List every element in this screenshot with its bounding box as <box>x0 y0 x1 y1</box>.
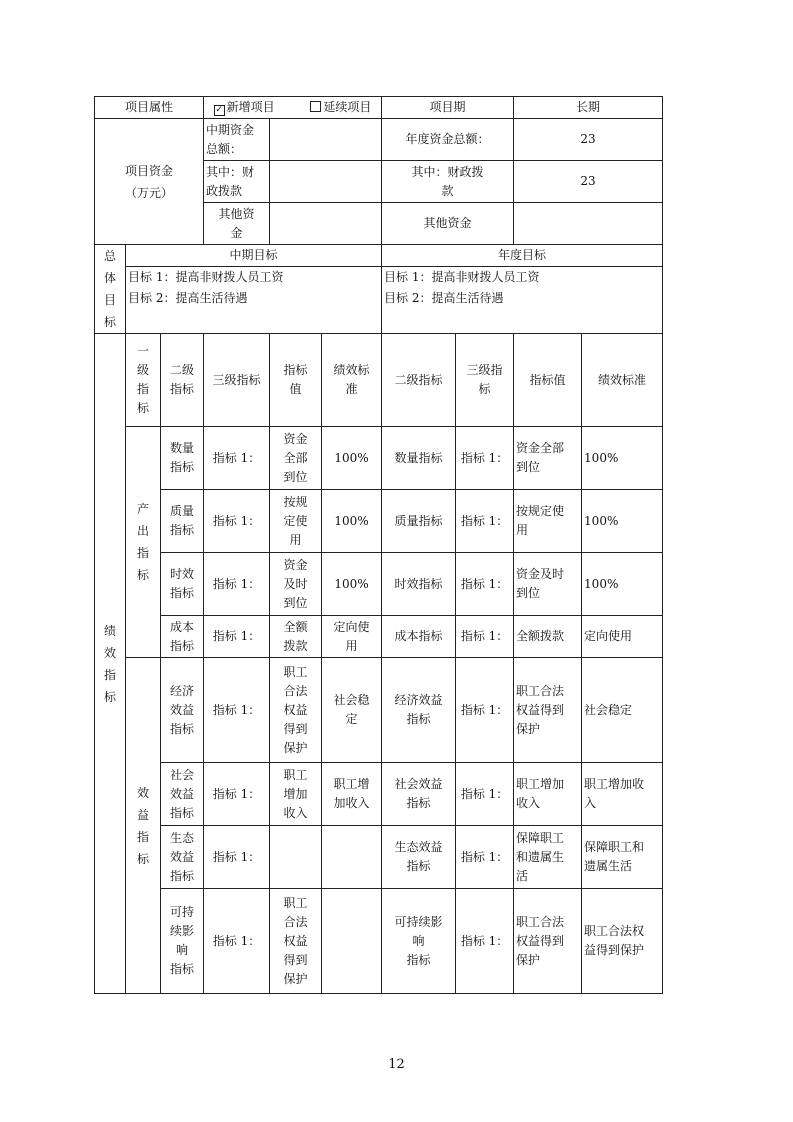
annual-standard-cell: 社会稳定 <box>582 658 663 763</box>
perf-header-row <box>95 334 663 427</box>
annual-goal-text: 目标 1：提高非财拨人员工资 目标 2：提高生活待遇 <box>382 266 663 333</box>
annual-fiscal-value: 23 <box>514 161 663 203</box>
level3-cell: 指标 1： <box>204 616 270 658</box>
output-indicator-label: 产 出 指 标 <box>126 427 161 658</box>
standard-cell <box>322 889 382 994</box>
level2-cell: 生态 效益 指标 <box>161 826 204 889</box>
mid-total-label: 中期资金 总额： <box>204 119 270 161</box>
standard-cell: 职工增 加收入 <box>322 763 382 826</box>
perf-row <box>95 658 663 763</box>
annual-standard-cell: 职工增加收 入 <box>582 763 663 826</box>
perf-label: 绩 效 指 标 <box>95 334 126 994</box>
annual-level3-cell: 指标 1： <box>456 553 514 616</box>
perf-row <box>95 427 663 490</box>
annual-value-cell: 职工合法 权益得到 保护 <box>514 889 582 994</box>
value-header: 指标 值 <box>270 334 322 427</box>
annual-level3-header: 三级指 标 <box>456 334 514 427</box>
annual-fiscal-label: 其中：财政拨 款 <box>382 161 514 203</box>
annual-level3-cell: 指标 1： <box>456 616 514 658</box>
mid-total-value <box>270 119 382 161</box>
performance-table <box>94 96 663 994</box>
level3-cell: 指标 1： <box>204 763 270 826</box>
standard-header: 绩效标 准 <box>322 334 382 427</box>
value-cell: 资金 及时 到位 <box>270 553 322 616</box>
perf-body <box>95 334 663 994</box>
standard-cell: 100% <box>322 553 382 616</box>
annual-level3-cell: 指标 1： <box>456 763 514 826</box>
level2-cell: 成本 指标 <box>161 616 204 658</box>
perf-row <box>95 553 663 616</box>
goals-text-row <box>95 266 663 333</box>
annual-total-value: 23 <box>514 119 663 161</box>
perf-row <box>95 490 663 553</box>
new-project-label: 新增项目 <box>226 100 275 114</box>
mid-fiscal-label: 其中：财 政拨款 <box>204 161 270 203</box>
standard-cell: 100% <box>322 427 382 490</box>
perf-row <box>95 616 663 658</box>
unchecked-checkbox-icon[interactable] <box>310 101 321 112</box>
benefit-indicator-label: 效 益 指 标 <box>126 658 161 994</box>
annual-standard-cell: 100% <box>582 490 663 553</box>
value-cell <box>270 826 322 889</box>
annual-value-cell: 按规定使 用 <box>514 490 582 553</box>
perf-row <box>95 826 663 889</box>
standard-cell: 100% <box>322 490 382 553</box>
attr-label: 项目属性 <box>95 97 204 119</box>
annual-total-label: 年度资金总额： <box>382 119 514 161</box>
annual-standard-cell: 职工合法权 益得到保护 <box>582 889 663 994</box>
funds-label: 项目资金 （万元） <box>95 119 204 245</box>
mid-other-label: 其他资 金 <box>204 203 270 245</box>
period-label: 项目期 <box>382 97 514 119</box>
level3-cell: 指标 1： <box>204 490 270 553</box>
value-cell: 职工 合法 权益 得到 保护 <box>270 889 322 994</box>
standard-cell: 社会稳 定 <box>322 658 382 763</box>
level2-cell: 社会 效益 指标 <box>161 763 204 826</box>
annual-value-cell: 保障职工 和遗属生 活 <box>514 826 582 889</box>
funds-row-total <box>95 119 663 161</box>
perf-row <box>95 889 663 994</box>
page-number: 12 <box>388 1057 405 1072</box>
annual-standard-cell: 保障职工和 遗属生活 <box>582 826 663 889</box>
annual-level3-cell: 指标 1： <box>456 658 514 763</box>
annual-level2-cell: 经济效益 指标 <box>382 658 456 763</box>
value-cell: 按规 定使 用 <box>270 490 322 553</box>
value-cell: 职工 增加 收入 <box>270 763 322 826</box>
annual-level3-cell: 指标 1： <box>456 490 514 553</box>
standard-cell <box>322 826 382 889</box>
annual-value-cell: 全额拨款 <box>514 616 582 658</box>
level2-cell: 经济 效益 指标 <box>161 658 204 763</box>
goals-label: 总 体 目 标 <box>95 245 126 334</box>
annual-value-header: 指标值 <box>514 334 582 427</box>
annual-level2-header: 二级指标 <box>382 334 456 427</box>
perf-row <box>95 763 663 826</box>
annual-value-cell: 职工合法 权益得到 保护 <box>514 658 582 763</box>
mid-fiscal-value <box>270 161 382 203</box>
annual-standard-cell: 定向使用 <box>582 616 663 658</box>
project-type <box>204 97 382 119</box>
annual-value-cell: 资金及时 到位 <box>514 553 582 616</box>
level3-cell: 指标 1： <box>204 553 270 616</box>
checked-checkbox-icon[interactable]: ✓ <box>215 105 223 115</box>
attr-row <box>95 97 663 119</box>
level3-header: 三级指标 <box>204 334 270 427</box>
annual-standard-cell: 100% <box>582 427 663 490</box>
annual-value-cell: 资金全部 到位 <box>514 427 582 490</box>
annual-other-value <box>514 203 663 245</box>
level3-cell: 指标 1： <box>204 826 270 889</box>
level2-cell: 质量 指标 <box>161 490 204 553</box>
mid-other-value <box>270 203 382 245</box>
annual-standard-header: 绩效标准 <box>582 334 663 427</box>
annual-level2-cell: 成本指标 <box>382 616 456 658</box>
annual-level3-cell: 指标 1： <box>456 427 514 490</box>
level2-cell: 可持 续影 响 指标 <box>161 889 204 994</box>
annual-level2-cell: 可持续影 响 指标 <box>382 889 456 994</box>
level3-cell: 指标 1： <box>204 889 270 994</box>
annual-standard-cell: 100% <box>582 553 663 616</box>
level2-cell: 数量 指标 <box>161 427 204 490</box>
annual-level2-cell: 数量指标 <box>382 427 456 490</box>
level2-cell: 时效 指标 <box>161 553 204 616</box>
annual-level3-cell: 指标 1： <box>456 826 514 889</box>
value-cell: 全额 拨款 <box>270 616 322 658</box>
level1-header: 一 级 指 标 <box>126 334 161 427</box>
value-cell: 资金 全部 到位 <box>270 427 322 490</box>
annual-level2-cell: 时效指标 <box>382 553 456 616</box>
period-value: 长期 <box>514 97 663 119</box>
annual-level2-cell: 质量指标 <box>382 490 456 553</box>
annual-other-label: 其他资金 <box>382 203 514 245</box>
continue-project-label: 延续项目 <box>323 100 372 114</box>
value-cell: 职工 合法 权益 得到 保护 <box>270 658 322 763</box>
mid-goal-text: 目标 1：提高非财拨人员工资 目标 2：提高生活待遇 <box>126 266 382 333</box>
level2-header: 二级 指标 <box>161 334 204 427</box>
annual-goal-header: 年度目标 <box>382 245 663 267</box>
level3-cell: 指标 1： <box>204 658 270 763</box>
standard-cell: 定向使 用 <box>322 616 382 658</box>
mid-goal-header: 中期目标 <box>126 245 382 267</box>
level3-cell: 指标 1： <box>204 427 270 490</box>
goals-header-row <box>95 245 663 267</box>
annual-level3-cell: 指标 1： <box>456 889 514 994</box>
annual-level2-cell: 生态效益 指标 <box>382 826 456 889</box>
annual-value-cell: 职工增加 收入 <box>514 763 582 826</box>
annual-level2-cell: 社会效益 指标 <box>382 763 456 826</box>
